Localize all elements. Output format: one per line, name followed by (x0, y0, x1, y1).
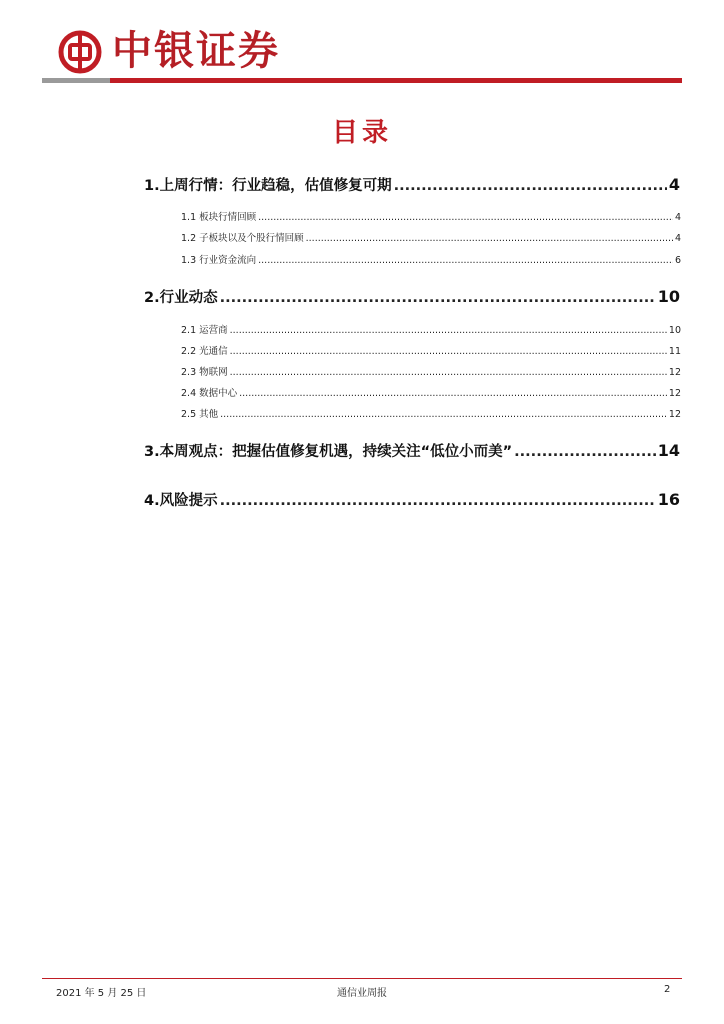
toc-entry-label: 2.行业动态 (144, 290, 218, 306)
toc-entry-label: 2.5 其他 (181, 409, 219, 420)
toc-entry-4[interactable] (144, 489, 680, 511)
footer-date: 2021 年 5 月 25 日 (56, 988, 147, 999)
toc-entry-2-5[interactable] (181, 406, 681, 420)
toc-leader-dots (306, 233, 673, 244)
toc-entry-page: 4 (674, 233, 681, 244)
toc-entry-page: 12 (668, 388, 681, 399)
toc-entry-1-2[interactable] (181, 230, 681, 244)
toc-entry-label: 1.3 行业资金流向 (181, 255, 257, 266)
toc-leader-dots (394, 178, 667, 194)
toc-entry-2[interactable] (144, 286, 680, 308)
toc-leader-dots (230, 346, 667, 357)
toc-entry-1-3[interactable] (181, 252, 681, 266)
toc-entry-label: 1.上周行情：行业趋稳，估值修复可期 (144, 178, 392, 194)
header-rule-red (110, 78, 682, 83)
toc-entry-label: 3.本周观点：把握估值修复机遇，持续关注“低位小而美” (144, 444, 513, 460)
header-rule-gray (42, 78, 110, 83)
toc-entry-page: 10 (657, 287, 680, 306)
toc-entry-page: 12 (668, 409, 681, 420)
toc-leader-dots (230, 367, 667, 378)
toc-entry-3[interactable] (144, 440, 680, 462)
toc-entry-2-4[interactable] (181, 385, 681, 399)
toc-entry-page: 14 (657, 441, 680, 460)
toc-entry-label: 2.3 物联网 (181, 367, 228, 378)
toc-entry-1[interactable] (144, 174, 680, 196)
bank-of-china-logo-icon (58, 30, 102, 74)
toc-entry-label: 2.4 数据中心 (181, 388, 238, 399)
footer-page-number: 2 (664, 984, 671, 995)
brand-name: 中银证券 (112, 27, 280, 74)
toc-entry-page: 4 (668, 175, 680, 194)
toc-leader-dots (239, 388, 667, 399)
footer-report-name: 通信业周报 (337, 988, 387, 999)
toc-entry-label: 2.2 光通信 (181, 346, 228, 357)
footer-rule (42, 978, 682, 979)
toc-leader-dots (220, 493, 656, 509)
toc-entry-page: 16 (657, 490, 680, 509)
toc-entry-page: 12 (668, 367, 681, 378)
toc-entry-page: 11 (668, 346, 681, 357)
toc-entry-2-3[interactable] (181, 364, 681, 378)
page-header (0, 0, 724, 84)
toc-entry-label: 1.2 子板块以及个股行情回顾 (181, 233, 304, 244)
toc-leader-dots (230, 325, 667, 336)
toc-title: 目录 (331, 118, 392, 148)
toc-entry-1-1[interactable] (181, 209, 681, 223)
toc-leader-dots (258, 212, 673, 223)
toc-entry-2-2[interactable] (181, 343, 681, 357)
toc-entry-page: 10 (668, 325, 681, 336)
toc-leader-dots (514, 444, 656, 460)
toc-leader-dots (220, 290, 656, 306)
toc-entry-page: 4 (674, 212, 681, 223)
toc-entry-label: 1.1 板块行情回顾 (181, 212, 257, 223)
toc-entry-label: 4.风险提示 (144, 493, 218, 509)
toc-entry-label: 2.1 运营商 (181, 325, 228, 336)
toc-leader-dots (220, 409, 667, 420)
toc-entry-2-1[interactable] (181, 322, 681, 336)
toc-entry-page: 6 (674, 255, 681, 266)
toc-leader-dots (258, 255, 673, 266)
